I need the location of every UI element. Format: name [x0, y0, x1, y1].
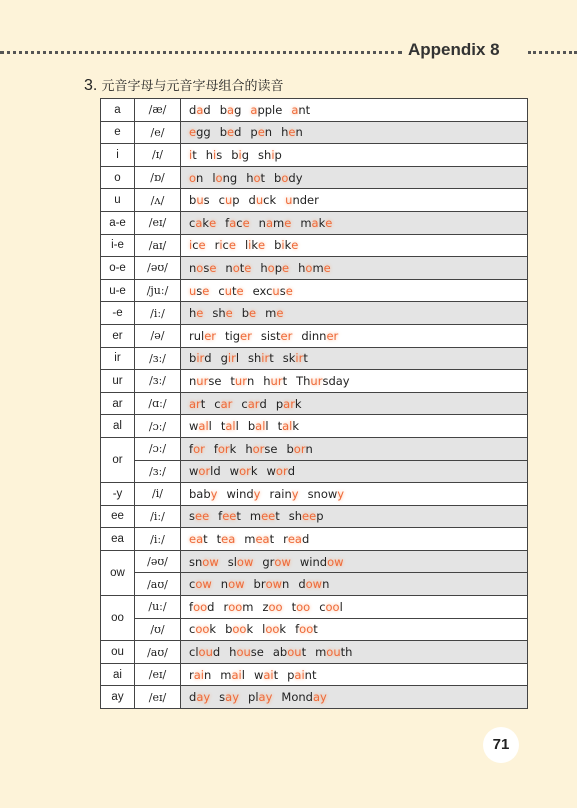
example-word: girl [220, 351, 240, 366]
example-word: room [223, 599, 254, 614]
example-word: paint [287, 667, 317, 682]
example-words-cell [181, 121, 528, 144]
example-word: sister [260, 328, 293, 343]
table-row [101, 618, 528, 641]
phonetic-cell: /ɑː/ [135, 392, 181, 415]
example-word: cup [218, 193, 240, 208]
example-word: Thursday [296, 373, 350, 388]
example-words-cell [181, 302, 528, 325]
phonetic-cell: /əʊ/ [135, 550, 181, 573]
table-row [101, 641, 528, 664]
table-row [101, 528, 528, 551]
example-word: rainy [269, 486, 299, 501]
example-word: bus [189, 193, 210, 208]
example-word: snow [189, 554, 219, 569]
example-words-cell [181, 618, 528, 641]
example-word: read [283, 532, 310, 547]
phonetic-cell: /aʊ/ [135, 573, 181, 596]
phonetic-cell: /ɔː/ [135, 415, 181, 438]
example-word: ball [247, 419, 269, 434]
table-row [101, 392, 528, 415]
example-word: shirt [248, 351, 274, 366]
phonetic-cell: /æ/ [135, 99, 181, 122]
example-word: day [189, 690, 211, 705]
letter-cell: ay [101, 686, 135, 709]
phonetic-cell: /aʊ/ [135, 641, 181, 664]
example-word: world [189, 464, 221, 479]
example-word: feet [218, 509, 241, 524]
table-row [101, 686, 528, 709]
table-row [101, 234, 528, 257]
example-word: foot [295, 622, 318, 637]
example-word: rice [214, 238, 236, 253]
appendix-header [0, 40, 577, 60]
example-word: face [225, 215, 250, 230]
example-word: skirt [282, 351, 308, 366]
phonetic-cell: /ɒ/ [135, 166, 181, 189]
phonetic-cell: /ɪ/ [135, 144, 181, 167]
example-words-cell [181, 686, 528, 709]
letter-cell: i-e [101, 234, 135, 257]
example-word: tiger [225, 328, 252, 343]
example-words-cell [181, 144, 528, 167]
dotted-rule-left [0, 51, 402, 54]
example-word: sheep [288, 509, 324, 524]
table-row [101, 121, 528, 144]
example-word: like [244, 238, 266, 253]
example-word: ant [291, 102, 311, 117]
example-words-cell [181, 663, 528, 686]
letter-cell: i [101, 144, 135, 167]
table-row [101, 505, 528, 528]
phonetic-cell: /eɪ/ [135, 686, 181, 709]
example-word: rain [189, 667, 212, 682]
phonetic-cell: /ɜː/ [135, 347, 181, 370]
table-row [101, 596, 528, 619]
letter-cell: ir [101, 347, 135, 370]
example-word: Monday [281, 690, 327, 705]
letter-cell: er [101, 324, 135, 347]
table-row [101, 166, 528, 189]
vowel-pronunciation-table [100, 98, 528, 709]
phonetic-cell: /ʌ/ [135, 189, 181, 212]
example-words-cell [181, 641, 528, 664]
example-words-cell [181, 347, 528, 370]
example-words-cell [181, 460, 528, 483]
table-row [101, 415, 528, 438]
example-word: bag [219, 102, 242, 117]
example-word: down [298, 577, 330, 592]
example-word: under [285, 193, 319, 208]
phonetic-cell: /ə/ [135, 324, 181, 347]
letter-cell: ai [101, 663, 135, 686]
phonetic-cell: /aɪ/ [135, 234, 181, 257]
letter-cell: or [101, 437, 135, 482]
phonetic-cell: /e/ [135, 121, 181, 144]
example-word: work [229, 464, 258, 479]
example-words-cell [181, 370, 528, 393]
example-word: hen [281, 125, 303, 140]
example-word: card [241, 396, 267, 411]
letter-cell: ow [101, 550, 135, 595]
phonetic-cell: /ɜː/ [135, 370, 181, 393]
section-heading [84, 75, 284, 95]
letter-cell: ea [101, 528, 135, 551]
table-row [101, 99, 528, 122]
table-row [101, 437, 528, 460]
example-word: nose [189, 260, 217, 275]
example-word: now [220, 577, 245, 592]
example-word: meet [249, 509, 280, 524]
table-row [101, 663, 528, 686]
example-word: slow [227, 554, 254, 569]
page-number: 71 [483, 727, 519, 763]
example-word: turn [230, 373, 255, 388]
example-word: cook [189, 622, 217, 637]
example-word: cute [218, 283, 244, 298]
table-row [101, 279, 528, 302]
letter-cell: oo [101, 596, 135, 641]
table-row [101, 573, 528, 596]
example-words-cell [181, 324, 528, 347]
example-word: pen [250, 125, 273, 140]
example-word: cool [319, 599, 343, 614]
example-word: wall [189, 419, 212, 434]
example-word: make [300, 215, 333, 230]
letter-cell: o [101, 166, 135, 189]
example-word: say [219, 690, 240, 705]
phonetic-cell: /ɔː/ [135, 437, 181, 460]
table-row [101, 257, 528, 280]
example-words-cell [181, 437, 528, 460]
example-word: hope [260, 260, 290, 275]
phonetic-cell: /i/ [135, 483, 181, 506]
letter-cell: ur [101, 370, 135, 393]
example-word: hurt [263, 373, 288, 388]
letter-cell: -y [101, 483, 135, 506]
example-words-cell [181, 234, 528, 257]
example-word: food [189, 599, 215, 614]
example-word: nurse [189, 373, 222, 388]
example-word: note [225, 260, 252, 275]
example-word: fork [213, 441, 237, 456]
example-word: ruler [189, 328, 217, 343]
letter-cell: a [101, 99, 135, 122]
example-words-cell [181, 550, 528, 573]
letter-cell: e [101, 121, 135, 144]
example-words-cell [181, 189, 528, 212]
example-word: talk [277, 419, 300, 434]
example-words-cell [181, 505, 528, 528]
example-word: look [262, 622, 287, 637]
letter-cell: -e [101, 302, 135, 325]
letter-cell: ee [101, 505, 135, 528]
example-word: dinner [301, 328, 339, 343]
table-row [101, 550, 528, 573]
example-word: on [189, 170, 204, 185]
letter-cell: u-e [101, 279, 135, 302]
example-word: it [189, 147, 197, 162]
letter-cell: o-e [101, 257, 135, 280]
example-word: be [241, 306, 257, 321]
table-row [101, 302, 528, 325]
section-title: 元音字母与元音字母组合的读音 [101, 79, 284, 94]
example-word: egg [189, 125, 211, 140]
table-row [101, 483, 528, 506]
example-words-cell [181, 528, 528, 551]
example-word: park [275, 396, 302, 411]
example-word: big [231, 147, 250, 162]
example-word: his [205, 147, 223, 162]
letter-cell: al [101, 415, 135, 438]
example-word: bike [274, 238, 299, 253]
example-word: home [298, 260, 331, 275]
example-word: bird [189, 351, 212, 366]
example-word: dad [189, 102, 211, 117]
example-word: see [189, 509, 210, 524]
example-word: horse [245, 441, 278, 456]
phonetic-cell: /uː/ [135, 596, 181, 619]
example-words-cell [181, 279, 528, 302]
example-word: tea [216, 532, 236, 547]
example-word: eat [189, 532, 208, 547]
example-word: zoo [262, 599, 283, 614]
table-row [101, 144, 528, 167]
example-word: he [189, 306, 204, 321]
example-word: window [299, 554, 344, 569]
phonetic-cell: /iː/ [135, 528, 181, 551]
example-word: use [189, 283, 210, 298]
phonetic-cell: /əʊ/ [135, 257, 181, 280]
example-word: cow [189, 577, 212, 592]
example-word: ice [189, 238, 206, 253]
example-word: long [212, 170, 238, 185]
example-words-cell [181, 573, 528, 596]
phonetic-cell: /iː/ [135, 302, 181, 325]
phonetic-cell: /juː/ [135, 279, 181, 302]
table-row [101, 347, 528, 370]
example-words-cell [181, 415, 528, 438]
example-words-cell [181, 99, 528, 122]
example-word: meat [244, 532, 275, 547]
example-word: ship [258, 147, 282, 162]
example-word: me [265, 306, 284, 321]
example-word: too [291, 599, 311, 614]
example-word: duck [248, 193, 277, 208]
phonetic-cell: /ɜː/ [135, 460, 181, 483]
section-number: 3. [84, 77, 98, 94]
example-words-cell [181, 392, 528, 415]
example-word: tall [220, 419, 239, 434]
example-word: she [212, 306, 233, 321]
example-word: hot [246, 170, 266, 185]
appendix-title: Appendix 8 [408, 40, 500, 59]
example-word: house [229, 645, 264, 660]
example-words-cell [181, 211, 528, 234]
example-word: name [258, 215, 292, 230]
example-word: cake [189, 215, 217, 230]
table-row [101, 370, 528, 393]
dotted-rule-right [528, 51, 577, 54]
example-word: play [248, 690, 273, 705]
example-word: mouth [315, 645, 353, 660]
phonetic-cell: /eɪ/ [135, 211, 181, 234]
table-row [101, 324, 528, 347]
example-word: word [266, 464, 295, 479]
example-word: for [189, 441, 205, 456]
example-words-cell [181, 483, 528, 506]
letter-cell: u [101, 189, 135, 212]
example-word: about [272, 645, 307, 660]
letter-cell: ou [101, 641, 135, 664]
table-row [101, 460, 528, 483]
letter-cell: a-e [101, 211, 135, 234]
example-word: grow [262, 554, 291, 569]
example-word: wait [253, 667, 279, 682]
example-word: born [286, 441, 313, 456]
example-word: baby [189, 486, 218, 501]
example-words-cell [181, 596, 528, 619]
example-word: excuse [252, 283, 293, 298]
table-row [101, 211, 528, 234]
example-word: mail [220, 667, 245, 682]
example-word: snowy [307, 486, 345, 501]
example-word: car [214, 396, 233, 411]
phonetic-cell: /iː/ [135, 505, 181, 528]
phonetic-cell: /ʊ/ [135, 618, 181, 641]
example-word: bed [219, 125, 242, 140]
phonetic-cell: /eɪ/ [135, 663, 181, 686]
example-words-cell [181, 257, 528, 280]
example-word: cloud [189, 645, 221, 660]
example-words-cell [181, 166, 528, 189]
example-word: apple [250, 102, 283, 117]
example-word: body [274, 170, 303, 185]
example-word: art [189, 396, 206, 411]
example-word: book [225, 622, 254, 637]
table-row [101, 189, 528, 212]
example-word: windy [226, 486, 261, 501]
letter-cell: ar [101, 392, 135, 415]
example-word: brown [253, 577, 290, 592]
